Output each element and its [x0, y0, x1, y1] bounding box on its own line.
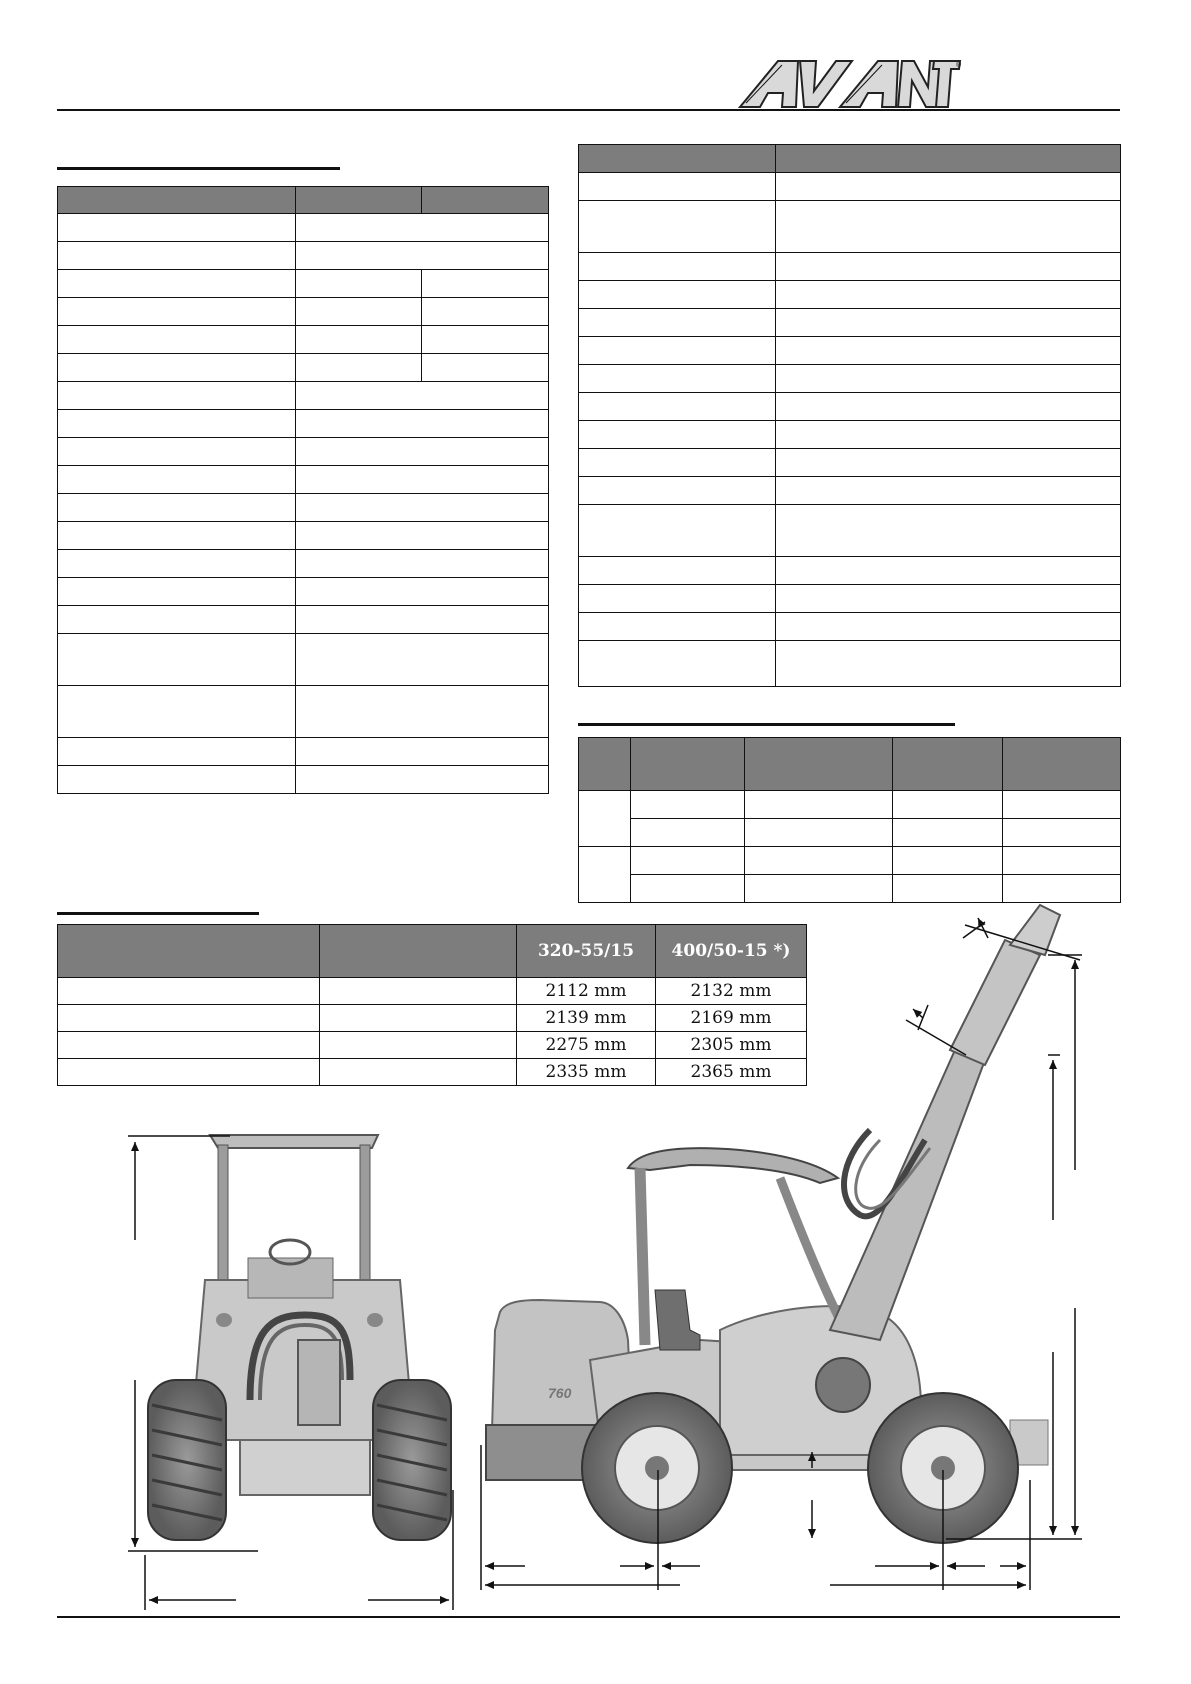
footer-rule	[57, 1616, 1120, 1618]
tire-cell: 2132 mm	[656, 978, 807, 1005]
tire-cell: 2169 mm	[656, 1005, 807, 1032]
front-view-machine	[148, 1135, 451, 1540]
machine-badge: 760	[548, 1385, 572, 1401]
tire-cell: 2305 mm	[656, 1032, 807, 1059]
svg-text:®: ®	[956, 62, 962, 69]
tire-cell: 2139 mm	[517, 1005, 656, 1032]
tire-cell: 2365 mm	[656, 1059, 807, 1086]
tire-col-header: 400/50-15 *)	[656, 925, 807, 978]
tire-col-header: 320-55/15	[517, 925, 656, 978]
side-view-machine	[486, 905, 1060, 1543]
tire-cell: 2335 mm	[517, 1059, 656, 1086]
tire-cell: 2275 mm	[517, 1032, 656, 1059]
tire-cell: 2112 mm	[517, 978, 656, 1005]
